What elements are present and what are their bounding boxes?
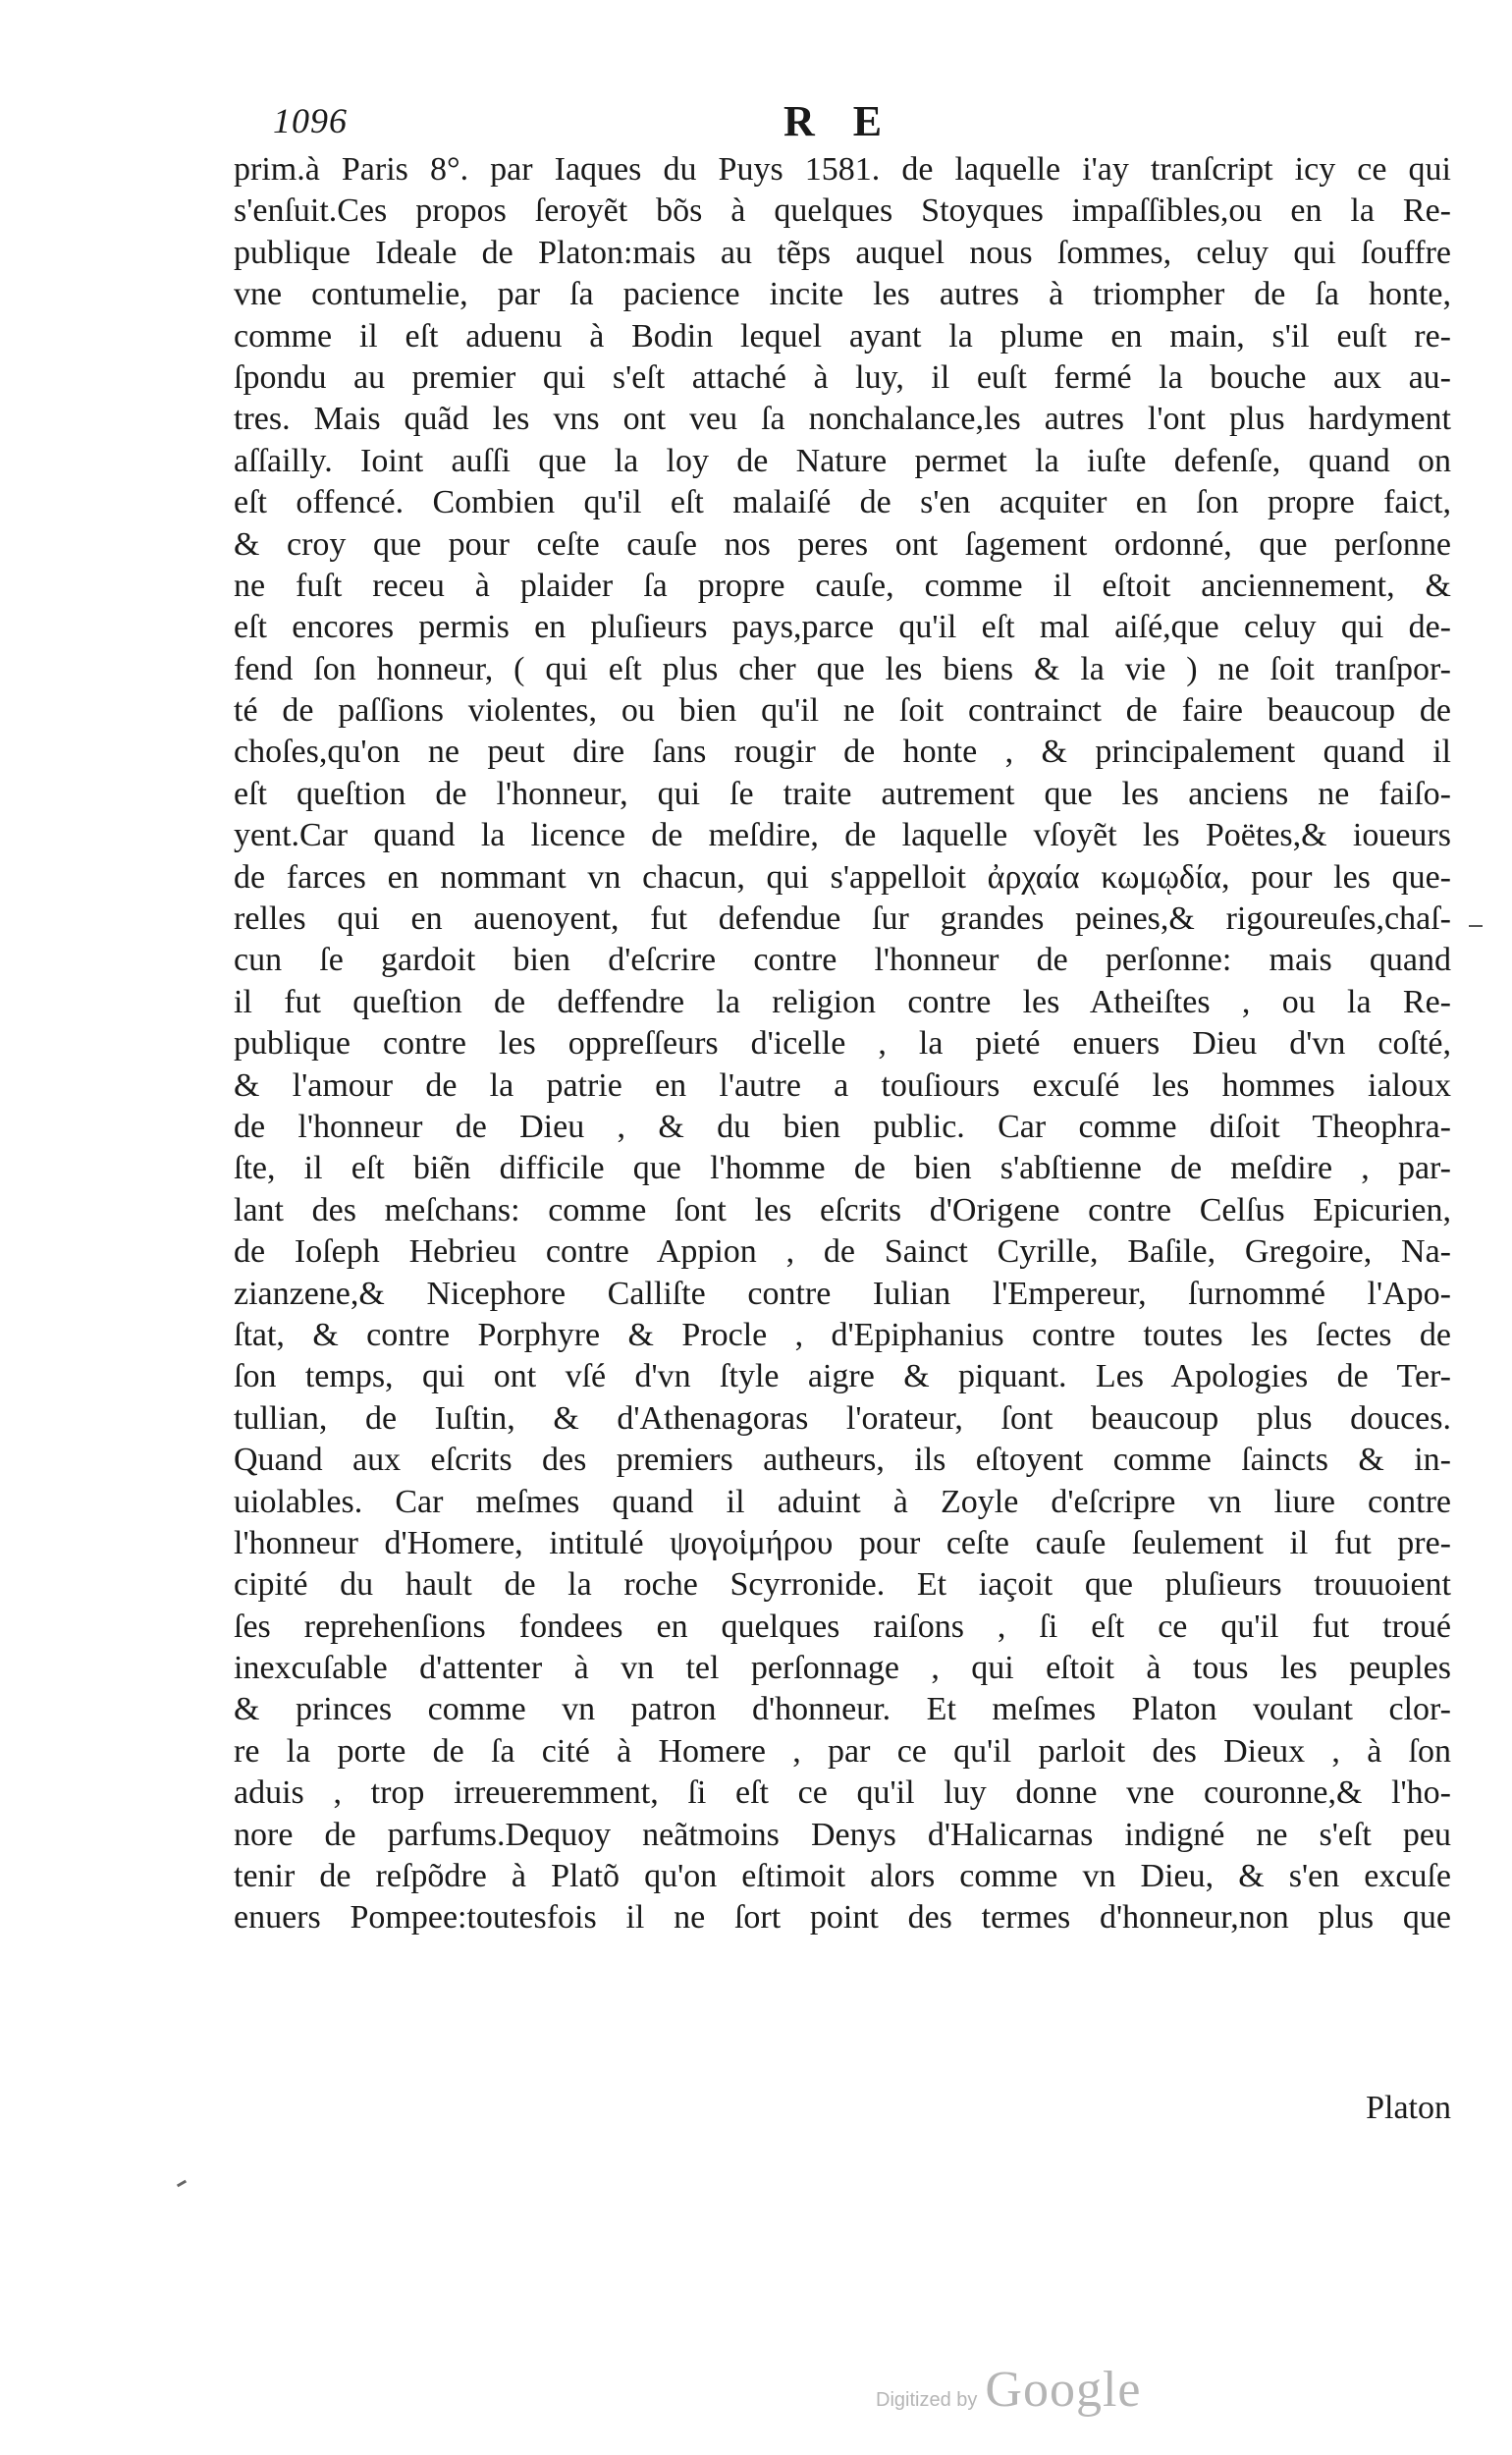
text-line: comme il eſt aduenu à Bodin lequel ayant la plume en main, s'il euſt re- — [234, 317, 1451, 355]
catchword: Platon — [1366, 2090, 1451, 2126]
text-line: de Ioſeph Hebrieu contre Appion , de Sainct Cyrille, Baſile, Gregoire, Na- — [234, 1233, 1451, 1271]
page-header — [273, 96, 1451, 155]
ink-speck-mark — [177, 2180, 187, 2188]
body-text — [234, 149, 1451, 1939]
text-line: publique contre les oppreſſeurs d'icelle , la pieté enuers Dieu d'vn coſté, — [234, 1025, 1451, 1063]
text-line: eſt queſtion de l'honneur, qui ſe traite autrement que les anciens ne faiſo- — [234, 775, 1451, 812]
text-line: & princes comme vn patron d'honneur. Et meſmes Platon voulant clor- — [234, 1691, 1451, 1728]
margin-dash-mark — [1469, 925, 1483, 927]
google-logo: Google — [985, 2362, 1142, 2418]
text-line: tenir de reſpõdre à Platõ qu'on eſtimoit alors comme vn Dieu, & s'en excuſe — [234, 1858, 1451, 1895]
text-line: l'honneur d'Homere, intitulé ψογοἱμήρου pour ceſte cauſe ſeulement il fut pre- — [234, 1524, 1451, 1561]
text-line: il fut queſtion de deffendre la religion contre les Atheiſtes , ou la Re- — [234, 983, 1451, 1020]
text-line: lant des meſchans: comme ſont les eſcrits d'Origene contre Celſus Epicurien, — [234, 1191, 1451, 1228]
text-line: enuers Pompee:toutesfois il ne ſort point des termes d'honneur,non plus que — [234, 1899, 1451, 1937]
text-line: eſt offencé. Combien qu'il eſt malaiſé de s'en acquiter en ſon propre faict, — [234, 484, 1451, 521]
text-line: ſes reprehenſions fondees en quelques raiſons , ſi eſt ce qu'il fut troué — [234, 1608, 1451, 1645]
text-line: Quand aux eſcrits des premiers autheurs, ils eſtoyent comme ſaincts & in- — [234, 1442, 1451, 1479]
text-line: ſpondu au premier qui s'eſt attaché à luy, il euſt fermé la bouche aux au- — [234, 358, 1451, 396]
text-line: vne contumelie, par ſa pacience incite les autres à triompher de ſa honte, — [234, 276, 1451, 313]
text-line: ſon temps, qui ont vſé d'vn ſtyle aigre & piquant. Les Apologies de Ter- — [234, 1358, 1451, 1395]
page-number: 1096 — [273, 101, 348, 140]
text-line: de l'honneur de Dieu , & du bien public. Car comme diſoit Theophra- — [234, 1108, 1451, 1145]
watermark-prefix: Digitized by — [876, 2389, 978, 2411]
text-line: de farces en nommant vn chacun, qui s'appelloit ἀρχαία κωμῳδία, pour les que- — [234, 858, 1451, 896]
text-line: uiolables. Car meſmes quand il aduint à Zoyle d'eſcripre vn liure contre — [234, 1483, 1451, 1520]
text-line: yent.Car quand la licence de meſdire, de laquelle vſoyẽt les Poëtes,& ioueurs — [234, 817, 1451, 854]
running-head: R E — [783, 97, 896, 145]
text-line: & croy que pour ceſte cauſe nos peres ont ſagement ordonné, que perſonne — [234, 525, 1451, 563]
text-line: zianzene,& Nicephore Calliſte contre Iulian l'Empereur, ſurnommé l'Apo- — [234, 1275, 1451, 1312]
text-line: tullian, de Iuſtin, & d'Athenagoras l'orateur, ſont beaucoup plus douces. — [234, 1399, 1451, 1437]
text-line: nore de parfums.Dequoy neãtmoins Denys d'Halicarnas indigné ne s'eſt peu — [234, 1816, 1451, 1853]
text-line: cipité du hault de la roche Scyrronide. Et iaçoit que pluſieurs trouuoient — [234, 1566, 1451, 1604]
text-line: inexcuſable d'attenter à vn tel perſonnage , qui eſtoit à tous les peuples — [234, 1650, 1451, 1687]
text-line: cun ſe gardoit bien d'eſcrire contre l'honneur de perſonne: mais quand — [234, 942, 1451, 979]
text-line: tres. Mais quãd les vns ont veu ſa nonchalance,les autres l'ont plus hardyment — [234, 401, 1451, 438]
text-line: té de paſſions violentes, ou bien qu'il ne ſoit contrainct de faire beaucoup de — [234, 692, 1451, 730]
text-line: eſt encores permis en pluſieurs pays,parce qu'il eſt mal aiſé,que celuy qui de- — [234, 609, 1451, 646]
text-line: prim.à Paris 8°. par Iaques du Puys 1581. de laquelle i'ay tranſcript icy ce qui — [234, 151, 1451, 188]
text-line: aduis , trop irreueremment, ſi eſt ce qu'il luy donne vne couronne,& l'ho- — [234, 1774, 1451, 1812]
text-line: fend ſon honneur, ( qui eſt plus cher que les biens & la vie ) ne ſoit tranſpor- — [234, 650, 1451, 687]
text-line: choſes,qu'on ne peut dire ſans rougir de honte , & principalement quand il — [234, 734, 1451, 771]
text-line: s'enſuit.Ces propos ſeroyẽt bõs à quelques Stoyques impaſſibles,ou en la Re- — [234, 192, 1451, 230]
text-line: ne fuſt receu à plaider ſa propre cauſe, comme il eſtoit anciennement, & — [234, 567, 1451, 604]
text-line: publique Ideale de Platon:mais au tẽps auquel nous ſommes, celuy qui ſouffre — [234, 234, 1451, 271]
digitized-watermark — [876, 2361, 1141, 2420]
text-line: & l'amour de la patrie en l'autre a touſiours excuſé les hommes ialoux — [234, 1066, 1451, 1104]
text-line: aſſailly. Ioint auſſi que la loy de Nature permet la iuſte defenſe, quand on — [234, 442, 1451, 479]
text-line: relles qui en auenoyent, fut defendue ſur grandes peines,& rigoureuſes,chaſ- — [234, 900, 1451, 938]
text-line: ſtat, & contre Porphyre & Procle , d'Epiphanius contre toutes les ſectes de — [234, 1316, 1451, 1353]
text-line: re la porte de ſa cité à Homere , par ce qu'il parloit des Dieux , à ſon — [234, 1732, 1451, 1770]
text-line: ſte, il eſt biẽn difficile que l'homme de bien s'abſtienne de meſdire , par- — [234, 1150, 1451, 1187]
